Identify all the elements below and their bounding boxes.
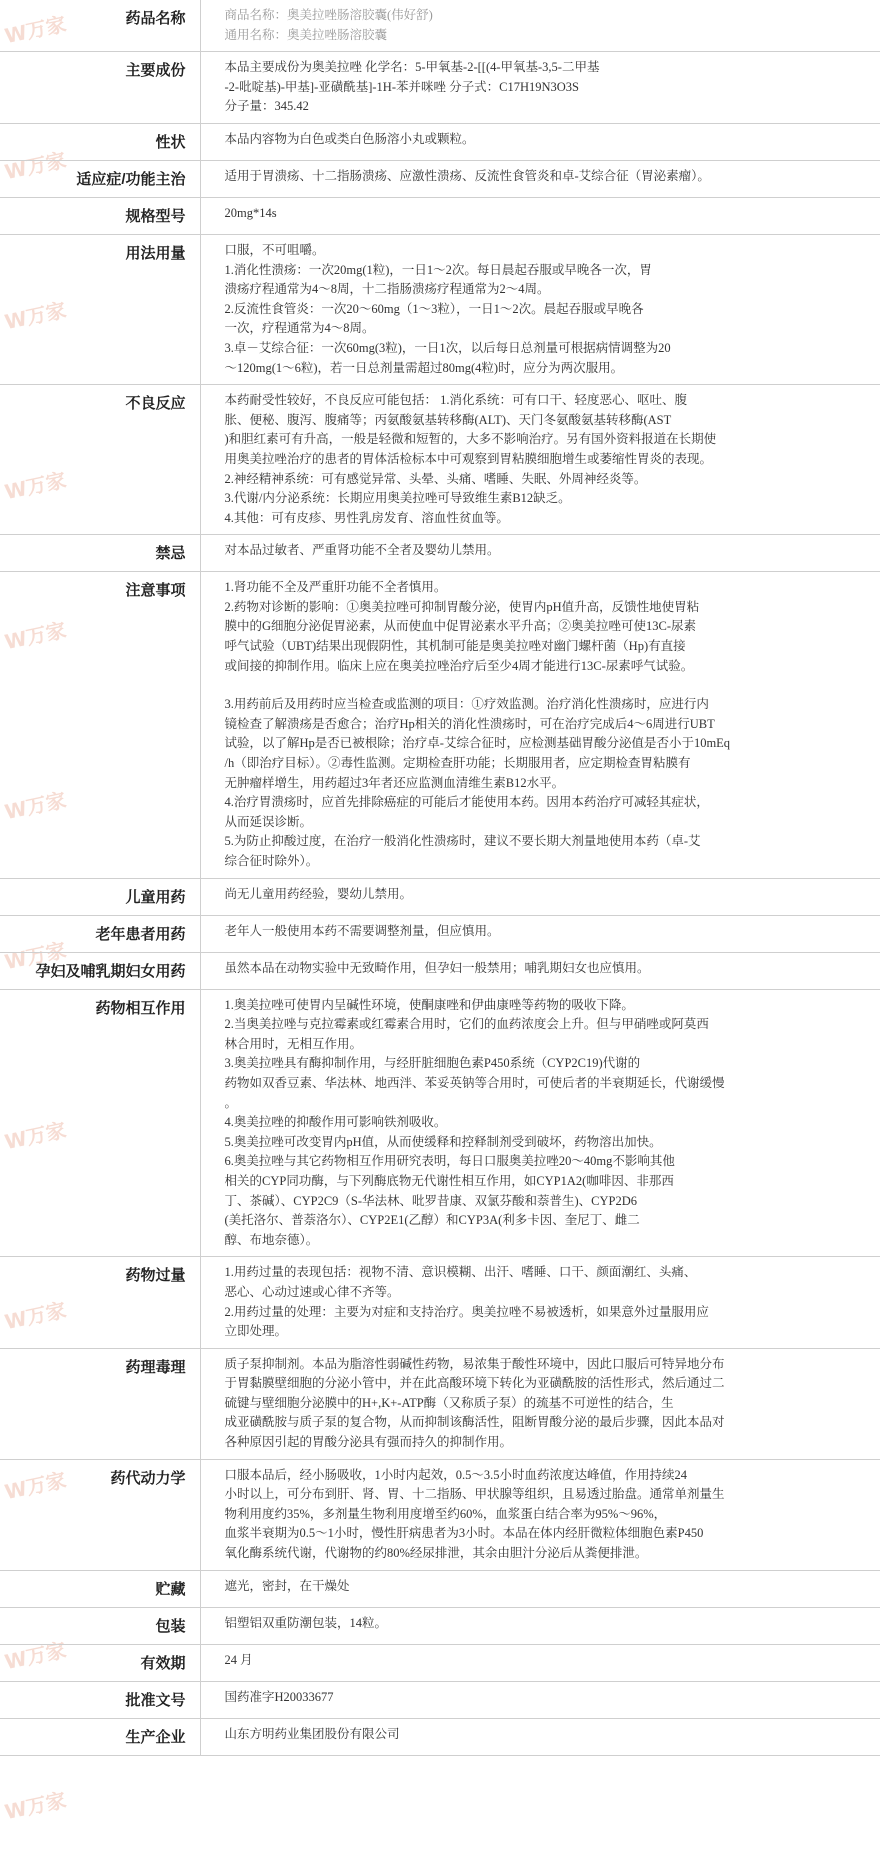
row-value <box>200 1644 880 1681</box>
watermark-logo: W万家 <box>2 11 69 49</box>
info-row <box>0 197 880 234</box>
value-line: 铝塑铝双重防潮包装，14粒。 <box>224 1615 388 1630</box>
row-label: 药物相互作用 <box>0 989 200 1257</box>
row-value <box>200 0 880 52</box>
value-line: 6.奥美拉唑与其它药物相互作用研究表明，每日口服奥美拉唑20～40mg不影响其他 <box>224 1154 675 1169</box>
value-line: 丁、茶碱）、CYP2C9（S-华法林、吡罗昔康、双氯芬酸和萘普生)、CYP2D6 <box>224 1193 638 1208</box>
value-line: 3.奥美拉唑具有酶抑制作用，与经肝脏细胞色素P450系统（CYP2C19)代谢的 <box>224 1056 641 1071</box>
row-label: 药品名称 <box>0 0 200 52</box>
row-value <box>200 952 880 989</box>
row-label: 生产企业 <box>0 1718 200 1755</box>
value-line: 分子量：345.42 <box>224 99 309 114</box>
value-line: 林合用时，无相互作用。 <box>224 1036 363 1051</box>
row-value <box>200 915 880 952</box>
row-label: 批准文号 <box>0 1681 200 1718</box>
value-line: 物利用度约35%，多剂量生物利用度增至约60%，血浆蛋白结合率为95%～96%， <box>224 1506 667 1521</box>
value-line: 2.神经精神系统：可有感觉异常、头晕、头痛、嗜睡、失眠、外周神经炎等。 <box>224 471 647 486</box>
value-line: 镜检查了解溃疡是否愈合；治疗Hp相关的消化性溃疡时，可在治疗完成后4～6周进行UBT <box>224 716 715 731</box>
value-line: 药物如双香豆素、华法林、地西泮、苯妥英钠等合用时，可使后者的半衰期延长，代谢缓慢 <box>224 1075 725 1090</box>
row-value <box>200 572 880 878</box>
value-line: 虽然本品在动物实验中无致畸作用，但孕妇一般禁用；哺乳期妇女也应慎用。 <box>224 960 650 975</box>
info-row <box>0 1257 880 1348</box>
row-value <box>200 123 880 160</box>
row-label: 注意事项 <box>0 572 200 878</box>
row-value <box>200 197 880 234</box>
value-line: 3.用药前后及用药时应当检查或监测的项目：①疗效监测。治疗消化性溃疡时，应进行内 <box>224 697 709 712</box>
row-label: 贮藏 <box>0 1570 200 1607</box>
row-value <box>200 989 880 1257</box>
value-line: 2.药物对诊断的影响：①奥美拉唑可抑制胃酸分泌，使胃内pH值升高，反馈性地使胃粘 <box>224 599 700 614</box>
value-line: 国药准字H20033677 <box>224 1689 334 1704</box>
row-label: 适应症/功能主治 <box>0 160 200 197</box>
value-line: 5.奥美拉唑可改变胃内pH值，从而使缓释和控释制剂受到破坏，药物溶出加快。 <box>224 1134 662 1149</box>
value-line: 本药耐受性较好，不良反应可能包括： 1.消化系统：可有口干、轻度恶心、呕吐、腹 <box>224 393 688 408</box>
watermark-logo: W万家 <box>2 617 69 655</box>
value-line: 1.用药过量的表现包括：视物不清、意识模糊、出汗、嗜睡、口干、颜面潮红、头痛、 <box>224 1265 697 1280</box>
value-line: (美托洛尔、普萘洛尔）、CYP2E1(乙醇）和CYP3A(利多卡因、奎尼丁、雌二 <box>224 1213 640 1228</box>
value-line: 对本品过敏者、严重肾功能不全者及婴幼儿禁用。 <box>224 543 500 558</box>
row-label: 主要成份 <box>0 52 200 124</box>
info-row <box>0 1681 880 1718</box>
watermark-logo: W万家 <box>2 467 69 505</box>
info-row <box>0 385 880 535</box>
value-line: 1.奥美拉唑可使胃内呈碱性环境，使酮康唑和伊曲康唑等药物的吸收下降。 <box>224 997 634 1012</box>
value-line: 立即处理。 <box>224 1324 288 1339</box>
row-value <box>200 1681 880 1718</box>
row-value <box>200 1257 880 1348</box>
value-line: 口服，不可咀嚼。 <box>224 242 325 257</box>
row-value <box>200 385 880 535</box>
watermark-logo: W万家 <box>2 787 69 825</box>
value-line: 3.卓－艾综合征：一次60mg(3粒)，一日1次，以后每日总剂量可根据病情调整为20 <box>224 340 671 355</box>
row-label: 药代动力学 <box>0 1459 200 1570</box>
value-line: 1.消化性溃疡：一次20mg(1粒)，一日1～2次。每日晨起吞服或早晚各一次，胃 <box>224 262 652 277</box>
value-line: 24 月 <box>224 1652 253 1667</box>
value-line: 用奥美拉唑治疗的患者的胃体活检标本中可观察到胃粘膜细胞增生或萎缩性胃炎的表现。 <box>224 451 713 466</box>
info-row <box>0 915 880 952</box>
info-row <box>0 1644 880 1681</box>
value-line: 相关的CYP同功酶，与下列酶底物无代谢性相互作用，如CYP1A2(咖啡因、非那西 <box>224 1173 674 1188</box>
info-row <box>0 52 880 124</box>
info-row <box>0 1459 880 1570</box>
row-value <box>200 1348 880 1459</box>
info-row <box>0 234 880 384</box>
value-line: 无肿瘤样增生，用药超过3年者还应监测血清维生素B12水平。 <box>224 775 565 790</box>
info-row <box>0 878 880 915</box>
watermark-logo: W万家 <box>2 1637 69 1675</box>
info-row <box>0 1718 880 1755</box>
value-line: 试验，以了解Hp是否已被根除；治疗卓-艾综合征时，应检测基础胃酸分泌值是否小于10mEq <box>224 736 731 751</box>
value-line: 从而延误诊断。 <box>224 814 313 829</box>
value-line: 硫键与壁细胞分泌膜中的H+,K+-ATP酶（又称质子泵）的巯基不可逆性的结合，生 <box>224 1395 674 1410</box>
value-line: 溃疡疗程通常为4～8周，十二指肠溃疡疗程通常为2～4周。 <box>224 282 550 297</box>
value-line: 口服本品后，经小肠吸收，1小时内起效，0.5～3.5小时血药浓度达峰值，作用持续24 <box>224 1467 688 1482</box>
info-row <box>0 123 880 160</box>
value-line: 5.为防止抑酸过度，在治疗一般消化性溃疡时，建议不要长期大剂量地使用本药（卓-艾 <box>224 834 701 849</box>
row-label: 用法用量 <box>0 234 200 384</box>
value-line: 尚无儿童用药经验，婴幼儿禁用。 <box>224 886 413 901</box>
row-label: 有效期 <box>0 1644 200 1681</box>
row-label: 不良反应 <box>0 385 200 535</box>
row-value <box>200 234 880 384</box>
watermark-logo: W万家 <box>2 1467 69 1505</box>
value-line: 成亚磺酰胺与质子泵的复合物，从而抑制该酶活性，阻断胃酸分泌的最后步骤，因此本品对 <box>224 1415 725 1430</box>
value-line: 醇、布地奈德）。 <box>224 1232 319 1247</box>
value-line: 质子泵抑制剂。本品为脂溶性弱碱性药物，易浓集于酸性环境中，因此口服后可特异地分布 <box>224 1356 725 1371</box>
row-label: 老年患者用药 <box>0 915 200 952</box>
value-line: 各种原因引起的胃酸分泌具有强而持久的抑制作用。 <box>224 1435 513 1450</box>
value-line: 于胃黏膜壁细胞的分泌小管中，并在此高酸环境下转化为亚磺酰胺的活性形式，然后通过二 <box>224 1376 725 1391</box>
value-line: 氧化酶系统代谢，代谢物的约80%经尿排泄，其余由胆汁分泌后从粪便排泄。 <box>224 1546 648 1561</box>
value-line: -2-吡啶基)-甲基]-亚磺酰基]-1H-苯并咪唑 分子式：C17H19N3O3S <box>224 79 579 94</box>
value-line: 。 <box>224 1095 238 1110</box>
value-line: 恶心、心动过速或心律不齐等。 <box>224 1284 400 1299</box>
watermark-logo: W万家 <box>2 1117 69 1155</box>
info-row <box>0 989 880 1257</box>
row-value <box>200 1459 880 1570</box>
row-label: 药物过量 <box>0 1257 200 1348</box>
value-line: 小时以上，可分布到肝、肾、胃、十二指肠、甲状腺等组织，且易透过胎盘。通常单剂量生 <box>224 1487 725 1502</box>
value-line: )和胆红素可有升高，一般是轻微和短暂的，大多不影响治疗。另有国外资料报道在长期使 <box>224 432 717 447</box>
row-label: 性状 <box>0 123 200 160</box>
row-label: 禁忌 <box>0 535 200 572</box>
watermark-logo: W万家 <box>2 1297 69 1335</box>
value-line: 血浆半衰期为0.5～1小时，慢性肝病患者为3小时。本品在体内经肝微粒体细胞色素P450 <box>224 1526 704 1541</box>
row-value <box>200 878 880 915</box>
info-row <box>0 1348 880 1459</box>
value-line: 山东方明药业集团股份有限公司 <box>224 1726 400 1741</box>
row-value <box>200 52 880 124</box>
value-line: 膜中的G细胞分泌促胃泌素，从而使血中促胃泌素水平升高；②奥美拉唑可使13C-尿素 <box>224 619 697 634</box>
value-line: 老年人一般使用本药不需要调整剂量，但应慎用。 <box>224 923 500 938</box>
value-line: 20mg*14s <box>224 205 277 220</box>
paragraph-gap <box>225 676 869 695</box>
row-label: 孕妇及哺乳期妇女用药 <box>0 952 200 989</box>
row-label: 药理毒理 <box>0 1348 200 1459</box>
value-line: 遮光，密封，在干燥处 <box>224 1578 350 1593</box>
row-value <box>200 160 880 197</box>
info-row <box>0 1607 880 1644</box>
value-line: 呼气试验（UBT)结果出现假阴性，其机制可能是奥美拉唑对幽门螺杆菌（Hp)有直接 <box>224 639 686 654</box>
value-line: 2.反流性食管炎：一次20～60mg（1～3粒），一日1～2次。晨起吞服或早晚各 <box>224 301 644 316</box>
info-row <box>0 535 880 572</box>
value-line: /h（即治疗目标）。②毒性监测。定期检查肝功能；长期服用者，应定期检查胃粘膜有 <box>224 756 691 771</box>
row-value <box>200 1607 880 1644</box>
watermark-logo: W万家 <box>2 1787 69 1825</box>
watermark-logo: W万家 <box>2 297 69 335</box>
value-line: 通用名称：奥美拉唑肠溶胶囊 <box>224 27 388 42</box>
value-line: 1.肾功能不全及严重肝功能不全者慎用。 <box>224 580 447 595</box>
value-line: 2.当奥美拉唑与克拉霉素或红霉素合用时，它们的血药浓度会上升。但与甲硝唑或阿莫西 <box>224 1017 709 1032</box>
value-line: 本品内容物为白色或类白色肠溶小丸或颗粒。 <box>224 131 475 146</box>
value-line: 3.代谢/内分泌系统：长期应用奥美拉唑可导致维生素B12缺乏。 <box>224 491 571 506</box>
info-row <box>0 0 880 52</box>
value-line: 2.用药过量的处理：主要为对症和支持治疗。奥美拉唑不易被透析，如果意外过量服用应 <box>224 1304 709 1319</box>
value-line: 或间接的抑制作用。临床上应在奥美拉唑治疗后至少4周才能进行13C-尿素呼气试验。 <box>224 658 694 673</box>
info-row <box>0 160 880 197</box>
info-row <box>0 1570 880 1607</box>
value-line: 综合征时除外）。 <box>224 854 319 868</box>
value-line: ～120mg(1～6粒)，若一日总剂量需超过80mg(4粒)时，应分为两次服用。 <box>224 360 624 375</box>
info-row <box>0 952 880 989</box>
row-value <box>200 1570 880 1607</box>
row-value <box>200 535 880 572</box>
row-label: 包装 <box>0 1607 200 1644</box>
value-line: 4.奥美拉唑的抑酸作用可影响铁剂吸收。 <box>224 1115 447 1130</box>
value-line: 本品主要成份为奥美拉唑 化学名：5-甲氧基-2-[[(4-甲氧基-3,5-二甲基 <box>224 60 600 75</box>
value-line: 胀、便秘、腹泻、腹痛等；丙氨酸氨基转移酶(ALT)、天门冬氨酸氨基转移酶(AST <box>224 412 672 427</box>
value-line: 一次，疗程通常为4～8周。 <box>224 321 375 336</box>
row-value <box>200 1718 880 1755</box>
value-line: 4.其他：可有皮疹、男性乳房发育、溶血性贫血等。 <box>224 510 509 525</box>
watermark-logo: W万家 <box>2 937 69 975</box>
info-row <box>0 572 880 878</box>
watermark-logo: W万家 <box>2 147 69 185</box>
row-label: 规格型号 <box>0 197 200 234</box>
value-line: 商品名称：奥美拉唑肠溶胶囊(伟好舒) <box>224 8 433 22</box>
row-label: 儿童用药 <box>0 878 200 915</box>
value-line: 4.治疗胃溃疡时，应首先排除癌症的可能后才能使用本药。因用本药治疗可减轻其症状， <box>224 795 709 810</box>
value-line: 适用于胃溃疡、十二指肠溃疡、应激性溃疡、反流性食管炎和卓-艾综合征（胃泌素瘤）。 <box>224 168 710 183</box>
